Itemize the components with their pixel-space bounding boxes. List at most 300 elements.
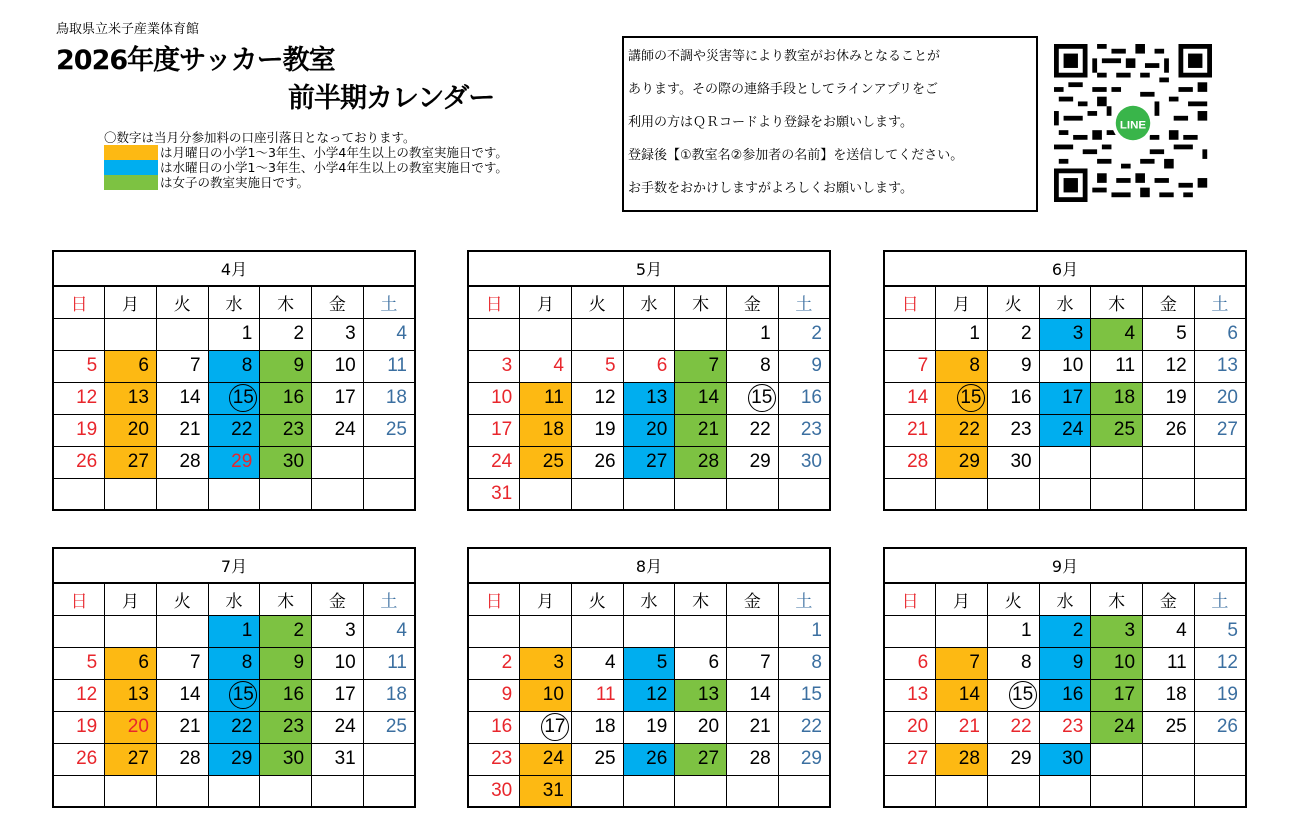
notice-line: あります。その際の連絡手段としてラインアプリをご: [628, 82, 939, 97]
day-cell: 8: [987, 647, 1039, 679]
day-cell: [1039, 775, 1091, 807]
calendar-table: [883, 547, 1247, 808]
day-cell: 11: [363, 350, 415, 382]
day-cell: 22: [208, 414, 260, 446]
day-cell: [778, 478, 830, 510]
weekday-header: 火: [987, 583, 1039, 615]
day-cell: 7: [156, 350, 208, 382]
day-cell: 2: [260, 318, 312, 350]
weekday-header: 月: [936, 583, 988, 615]
day-cell: 28: [727, 743, 779, 775]
day-cell: 9: [987, 350, 1039, 382]
day-cell: 6: [105, 350, 157, 382]
day-cell: 17: [312, 679, 364, 711]
calendar-august: [467, 547, 831, 808]
day-cell: 7: [936, 647, 988, 679]
day-cell: 5: [53, 647, 105, 679]
month-title: 9月: [884, 548, 1246, 583]
day-cell: 23: [778, 414, 830, 446]
day-cell: 22: [208, 711, 260, 743]
day-cell: 3: [312, 615, 364, 647]
day-cell: [727, 615, 779, 647]
day-cell: 27: [623, 446, 675, 478]
day-cell: [675, 775, 727, 807]
day-cell: 1: [778, 615, 830, 647]
day-cell: [156, 615, 208, 647]
weekday-header: 月: [105, 286, 157, 318]
day-cell: 12: [1194, 647, 1246, 679]
day-cell: 21: [884, 414, 936, 446]
day-cell: 13: [105, 679, 157, 711]
day-cell: 10: [1091, 647, 1143, 679]
day-cell: [156, 775, 208, 807]
day-cell: 3: [1091, 615, 1143, 647]
day-cell: [105, 775, 157, 807]
day-cell: 28: [884, 446, 936, 478]
day-cell: [884, 615, 936, 647]
weekday-header: 火: [571, 583, 623, 615]
day-cell: 29: [727, 446, 779, 478]
day-cell: 15: [778, 679, 830, 711]
debit-date-marker: 17: [541, 713, 569, 741]
day-cell: [208, 679, 260, 711]
day-cell: [520, 711, 572, 743]
weekday-header: 水: [623, 583, 675, 615]
day-cell: 30: [468, 775, 520, 807]
day-cell: 7: [727, 647, 779, 679]
day-cell: [1091, 743, 1143, 775]
day-cell: 29: [208, 743, 260, 775]
day-cell: 26: [53, 446, 105, 478]
notice-box: [622, 36, 1038, 212]
day-cell: 20: [675, 711, 727, 743]
day-cell: 21: [727, 711, 779, 743]
month-title: 4月: [53, 251, 415, 286]
weekday-header: 土: [1194, 286, 1246, 318]
day-cell: [1194, 478, 1246, 510]
notice-line: 登録後【①教室名②参加者の名前】を送信してください。: [628, 148, 964, 163]
day-cell: 2: [1039, 615, 1091, 647]
day-cell: 12: [571, 382, 623, 414]
day-cell: [53, 615, 105, 647]
day-cell: 30: [1039, 743, 1091, 775]
day-cell: [1091, 446, 1143, 478]
day-cell: [884, 775, 936, 807]
day-cell: [53, 478, 105, 510]
day-cell: 22: [778, 711, 830, 743]
weekday-header: 日: [53, 583, 105, 615]
day-cell: 19: [571, 414, 623, 446]
weekday-header: 水: [208, 583, 260, 615]
day-cell: 17: [1091, 679, 1143, 711]
day-cell: 18: [520, 414, 572, 446]
weekday-header: 月: [520, 583, 572, 615]
day-cell: [156, 478, 208, 510]
day-cell: 22: [987, 711, 1039, 743]
day-cell: [1194, 446, 1246, 478]
day-cell: 25: [363, 414, 415, 446]
day-cell: 5: [1143, 318, 1195, 350]
day-cell: [260, 775, 312, 807]
day-cell: [520, 318, 572, 350]
day-cell: 17: [312, 382, 364, 414]
debit-date-marker: 15: [1009, 681, 1037, 709]
day-cell: 19: [1194, 679, 1246, 711]
weekday-header: 日: [53, 286, 105, 318]
day-cell: 3: [468, 350, 520, 382]
day-cell: 29: [208, 446, 260, 478]
day-cell: 6: [884, 647, 936, 679]
day-cell: [727, 478, 779, 510]
day-cell: [520, 478, 572, 510]
day-cell: 24: [520, 743, 572, 775]
day-cell: 19: [623, 711, 675, 743]
legend-swatch-blue: [104, 160, 158, 175]
day-cell: [571, 318, 623, 350]
weekday-header: 水: [208, 286, 260, 318]
day-cell: 10: [468, 382, 520, 414]
legend: [104, 130, 508, 190]
day-cell: [1143, 775, 1195, 807]
day-cell: 3: [312, 318, 364, 350]
day-cell: 13: [884, 679, 936, 711]
day-cell: 11: [520, 382, 572, 414]
day-cell: 16: [1039, 679, 1091, 711]
day-cell: 21: [156, 711, 208, 743]
day-cell: 1: [208, 318, 260, 350]
day-cell: 26: [571, 446, 623, 478]
day-cell: 16: [468, 711, 520, 743]
page-title: 2026年度サッカー教室: [56, 45, 335, 76]
month-title: 7月: [53, 548, 415, 583]
day-cell: [312, 446, 364, 478]
day-cell: [363, 743, 415, 775]
weekday-header: 月: [520, 286, 572, 318]
weekday-header: 火: [987, 286, 1039, 318]
day-cell: 1: [727, 318, 779, 350]
weekday-header: 木: [675, 583, 727, 615]
day-cell: 4: [363, 615, 415, 647]
day-cell: 7: [675, 350, 727, 382]
organization-name: 鳥取県立米子産業体育館: [56, 22, 200, 37]
day-cell: 9: [1039, 647, 1091, 679]
day-cell: [987, 775, 1039, 807]
day-cell: 5: [53, 350, 105, 382]
day-cell: 2: [987, 318, 1039, 350]
day-cell: 20: [105, 711, 157, 743]
day-cell: 9: [260, 350, 312, 382]
day-cell: 23: [260, 414, 312, 446]
weekday-header: 土: [778, 583, 830, 615]
day-cell: [884, 478, 936, 510]
page-subtitle: 前半期カレンダー: [288, 83, 495, 114]
day-cell: 6: [623, 350, 675, 382]
day-cell: [987, 478, 1039, 510]
day-cell: 20: [1194, 382, 1246, 414]
day-cell: 6: [105, 647, 157, 679]
weekday-header: 金: [727, 583, 779, 615]
day-cell: 14: [156, 679, 208, 711]
day-cell: [778, 775, 830, 807]
day-cell: [936, 478, 988, 510]
day-cell: 21: [936, 711, 988, 743]
day-cell: 25: [571, 743, 623, 775]
day-cell: 4: [571, 647, 623, 679]
line-badge: LINE: [1119, 119, 1147, 132]
day-cell: 8: [936, 350, 988, 382]
day-cell: 25: [363, 711, 415, 743]
day-cell: 8: [208, 647, 260, 679]
day-cell: 19: [53, 711, 105, 743]
calendar-table: [52, 547, 416, 808]
day-cell: 20: [884, 711, 936, 743]
weekday-header: 木: [675, 286, 727, 318]
day-cell: [105, 615, 157, 647]
day-cell: 16: [260, 382, 312, 414]
notice-line: 利用の方はＱＲコードより登録をお願いします。: [628, 115, 913, 130]
day-cell: [468, 318, 520, 350]
day-cell: 10: [312, 647, 364, 679]
day-cell: 3: [1039, 318, 1091, 350]
day-cell: 10: [1039, 350, 1091, 382]
weekday-header: 木: [1091, 286, 1143, 318]
day-cell: 7: [884, 350, 936, 382]
day-cell: 27: [105, 446, 157, 478]
day-cell: 20: [105, 414, 157, 446]
day-cell: 13: [105, 382, 157, 414]
day-cell: 7: [156, 647, 208, 679]
legend-swatch-green: [104, 175, 158, 190]
day-cell: [936, 615, 988, 647]
day-cell: 24: [312, 711, 364, 743]
day-cell: [727, 382, 779, 414]
day-cell: 28: [675, 446, 727, 478]
calendar-table: [52, 250, 416, 511]
legend-note-text: 〇数字は当月分参加料の口座引落日となっております。: [104, 130, 416, 145]
day-cell: 4: [1091, 318, 1143, 350]
calendar-july: [52, 547, 416, 808]
day-cell: 31: [520, 775, 572, 807]
month-title: 8月: [468, 548, 830, 583]
day-cell: 10: [520, 679, 572, 711]
day-cell: [1091, 775, 1143, 807]
day-cell: 17: [1039, 382, 1091, 414]
day-cell: [884, 318, 936, 350]
day-cell: 24: [1039, 414, 1091, 446]
day-cell: 11: [1143, 647, 1195, 679]
day-cell: [571, 478, 623, 510]
day-cell: 9: [468, 679, 520, 711]
calendar-table: [883, 250, 1247, 511]
day-cell: 27: [1194, 414, 1246, 446]
day-cell: 12: [1143, 350, 1195, 382]
day-cell: [520, 615, 572, 647]
day-cell: [1143, 743, 1195, 775]
day-cell: [208, 382, 260, 414]
day-cell: [1143, 446, 1195, 478]
day-cell: 23: [987, 414, 1039, 446]
legend-text-girls: は女子の教室実施日です。: [160, 175, 310, 190]
weekday-header: 木: [260, 286, 312, 318]
day-cell: 24: [1091, 711, 1143, 743]
weekday-header: 火: [571, 286, 623, 318]
day-cell: 3: [520, 647, 572, 679]
debit-date-marker: 15: [229, 384, 257, 412]
day-cell: 31: [468, 478, 520, 510]
day-cell: [53, 775, 105, 807]
day-cell: 19: [53, 414, 105, 446]
day-cell: 14: [884, 382, 936, 414]
day-cell: [987, 679, 1039, 711]
notice-line: お手数をおかけしますがよろしくお願いします。: [628, 181, 913, 196]
day-cell: 16: [778, 382, 830, 414]
day-cell: 2: [468, 647, 520, 679]
day-cell: [156, 318, 208, 350]
day-cell: 23: [468, 743, 520, 775]
day-cell: [208, 775, 260, 807]
day-cell: [727, 775, 779, 807]
day-cell: [363, 775, 415, 807]
weekday-header: 土: [363, 286, 415, 318]
day-cell: [1039, 446, 1091, 478]
day-cell: 24: [312, 414, 364, 446]
day-cell: 20: [623, 414, 675, 446]
day-cell: 16: [987, 382, 1039, 414]
day-cell: [312, 775, 364, 807]
weekday-header: 日: [468, 286, 520, 318]
day-cell: 18: [571, 711, 623, 743]
weekday-header: 月: [105, 583, 157, 615]
day-cell: 9: [778, 350, 830, 382]
day-cell: [675, 615, 727, 647]
day-cell: 24: [468, 446, 520, 478]
day-cell: 8: [208, 350, 260, 382]
calendar-september: [883, 547, 1247, 808]
day-cell: 25: [1143, 711, 1195, 743]
debit-date-marker: 15: [748, 384, 776, 412]
day-cell: 18: [1143, 679, 1195, 711]
day-cell: 27: [105, 743, 157, 775]
month-title: 6月: [884, 251, 1246, 286]
day-cell: [623, 615, 675, 647]
notice-line: 講師の不調や災害等により教室がお休みとなることが: [628, 49, 941, 64]
day-cell: 2: [260, 615, 312, 647]
weekday-header: 水: [1039, 286, 1091, 318]
day-cell: [468, 615, 520, 647]
weekday-header: 木: [1091, 583, 1143, 615]
day-cell: 22: [727, 414, 779, 446]
day-cell: 4: [363, 318, 415, 350]
legend-note: [104, 130, 508, 145]
day-cell: [1194, 743, 1246, 775]
day-cell: 25: [520, 446, 572, 478]
day-cell: 21: [156, 414, 208, 446]
day-cell: [260, 478, 312, 510]
day-cell: 29: [778, 743, 830, 775]
calendar-april: [52, 250, 416, 511]
day-cell: 12: [53, 382, 105, 414]
weekday-header: 金: [312, 583, 364, 615]
debit-date-marker: 15: [957, 384, 985, 412]
day-cell: [623, 775, 675, 807]
day-cell: 5: [571, 350, 623, 382]
legend-swatch-orange: [104, 145, 158, 160]
day-cell: [208, 478, 260, 510]
day-cell: [675, 478, 727, 510]
day-cell: [363, 446, 415, 478]
day-cell: 14: [727, 679, 779, 711]
weekday-header: 金: [312, 286, 364, 318]
day-cell: 14: [936, 679, 988, 711]
weekday-header: 金: [727, 286, 779, 318]
day-cell: 30: [987, 446, 1039, 478]
day-cell: 17: [468, 414, 520, 446]
day-cell: 23: [260, 711, 312, 743]
debit-date-marker: 15: [229, 681, 257, 709]
calendar-table: [467, 250, 831, 511]
day-cell: 31: [312, 743, 364, 775]
day-cell: 4: [520, 350, 572, 382]
day-cell: 11: [571, 679, 623, 711]
day-cell: 11: [1091, 350, 1143, 382]
day-cell: [1091, 478, 1143, 510]
weekday-header: 木: [260, 583, 312, 615]
calendar-may: [467, 250, 831, 511]
weekday-header: 火: [156, 286, 208, 318]
weekday-header: 土: [363, 583, 415, 615]
day-cell: 26: [53, 743, 105, 775]
day-cell: 27: [884, 743, 936, 775]
day-cell: 21: [675, 414, 727, 446]
day-cell: 19: [1143, 382, 1195, 414]
day-cell: 28: [156, 446, 208, 478]
line-qr-code-icon[interactable]: [1054, 44, 1212, 202]
legend-text-wednesday: は水曜日の小学1～3年生、小学4年生以上の教室実施日です。: [160, 160, 508, 175]
day-cell: 26: [623, 743, 675, 775]
day-cell: 18: [1091, 382, 1143, 414]
day-cell: [623, 478, 675, 510]
day-cell: [363, 478, 415, 510]
weekday-header: 水: [623, 286, 675, 318]
day-cell: [936, 382, 988, 414]
day-cell: 18: [363, 382, 415, 414]
day-cell: [105, 318, 157, 350]
day-cell: 13: [675, 679, 727, 711]
legend-item-wednesday: [104, 160, 508, 175]
day-cell: 1: [208, 615, 260, 647]
day-cell: [1194, 775, 1246, 807]
day-cell: 12: [623, 679, 675, 711]
weekday-header: 日: [884, 286, 936, 318]
day-cell: 23: [1039, 711, 1091, 743]
day-cell: 26: [1194, 711, 1246, 743]
day-cell: 2: [778, 318, 830, 350]
weekday-header: 水: [1039, 583, 1091, 615]
day-cell: [571, 615, 623, 647]
day-cell: 30: [260, 743, 312, 775]
month-title: 5月: [468, 251, 830, 286]
legend-item-monday: [104, 145, 508, 160]
day-cell: 29: [987, 743, 1039, 775]
day-cell: 30: [260, 446, 312, 478]
day-cell: 14: [156, 382, 208, 414]
day-cell: 5: [1194, 615, 1246, 647]
day-cell: 10: [312, 350, 364, 382]
day-cell: [1143, 478, 1195, 510]
day-cell: 4: [1143, 615, 1195, 647]
day-cell: [936, 775, 988, 807]
day-cell: 8: [778, 647, 830, 679]
